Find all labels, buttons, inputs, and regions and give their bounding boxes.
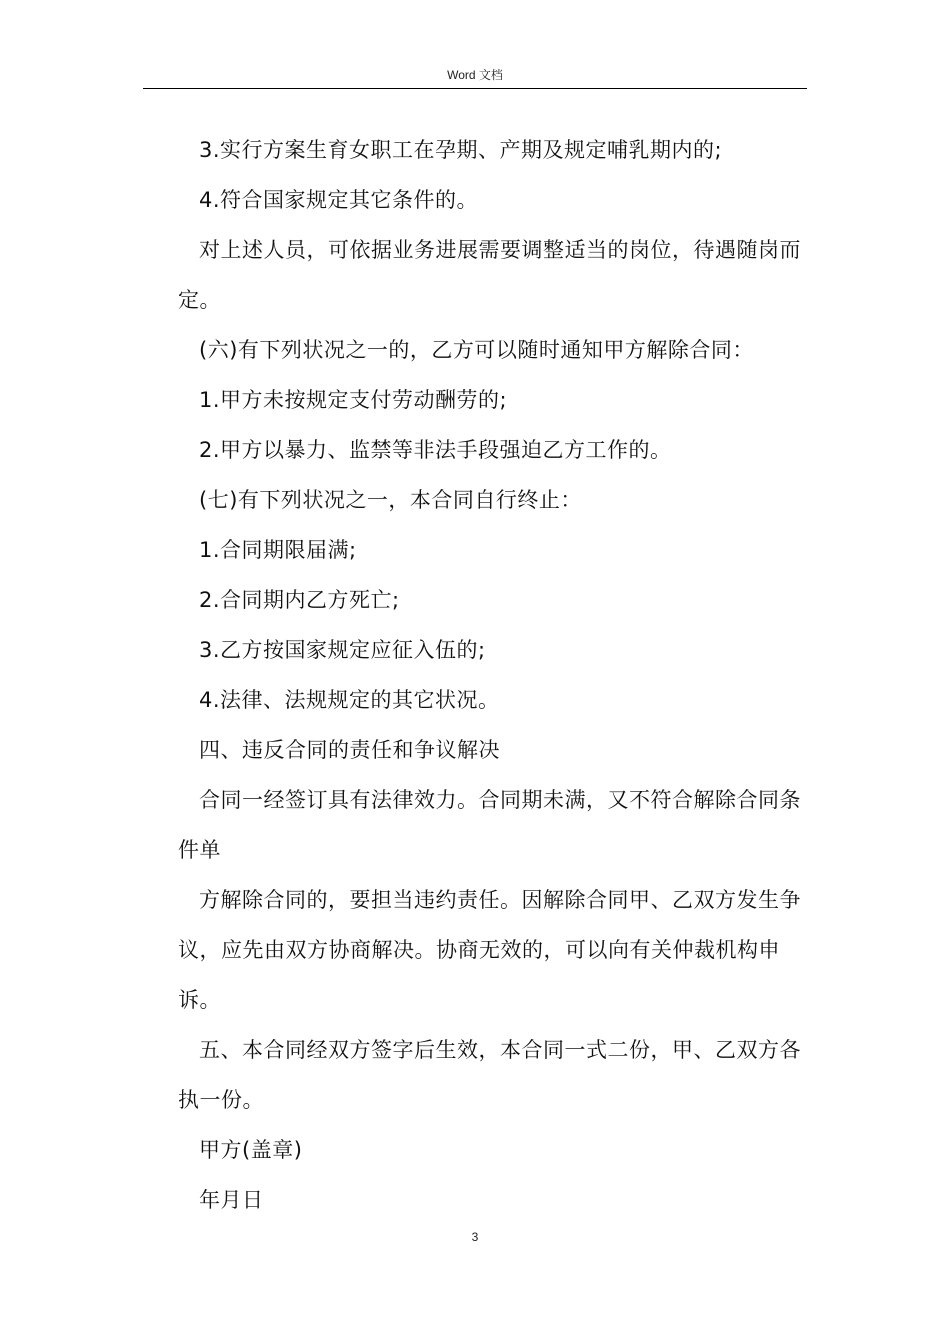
paragraph: 4.符合国家规定其它条件的。 bbox=[199, 188, 479, 212]
page-header bbox=[143, 66, 807, 89]
paragraph: 4.法律、法规规定的其它状况。 bbox=[199, 688, 500, 712]
paragraph: 2.合同期内乙方死亡; bbox=[199, 588, 400, 612]
section-heading: 四、违反合同的责任和争议解决 bbox=[199, 738, 500, 762]
page-number: 3 bbox=[471, 1230, 479, 1244]
paragraph: 1.甲方未按规定支付劳动酬劳的; bbox=[199, 388, 508, 412]
signature-label: 甲方(盖章) bbox=[199, 1138, 303, 1162]
paragraph: 对上述人员，可依据业务进展需要调整适当的岗位，待遇随岗而定。 bbox=[178, 238, 801, 312]
paragraph: 方解除合同的，要担当违约责任。因解除合同甲、乙双方发生争议，应先由双方协商解决。协商无效的，可以向有关仲裁机构申诉。 bbox=[178, 888, 801, 1012]
paragraph: 3.乙方按国家规定应征入伍的; bbox=[199, 638, 486, 662]
paragraph: 2.甲方以暴力、监禁等非法手段强迫乙方工作的。 bbox=[199, 438, 672, 462]
paragraph: 1.合同期限届满; bbox=[199, 538, 357, 562]
paragraph: (六)有下列状况之一的，乙方可以随时通知甲方解除合同： bbox=[199, 338, 754, 362]
paragraph: (七)有下列状况之一，本合同自行终止： bbox=[199, 488, 582, 512]
date-label: 年月日 bbox=[199, 1188, 264, 1212]
paragraph: 五、本合同经双方签字后生效，本合同一式二份，甲、乙双方各执一份。 bbox=[178, 1038, 801, 1112]
document-body bbox=[178, 125, 806, 1225]
paragraph: 3.实行方案生育女职工在孕期、产期及规定哺乳期内的; bbox=[199, 138, 723, 162]
paragraph: 合同一经签订具有法律效力。合同期未满，又不符合解除合同条件单 bbox=[178, 788, 801, 862]
header-title: Word 文档 bbox=[447, 68, 503, 82]
